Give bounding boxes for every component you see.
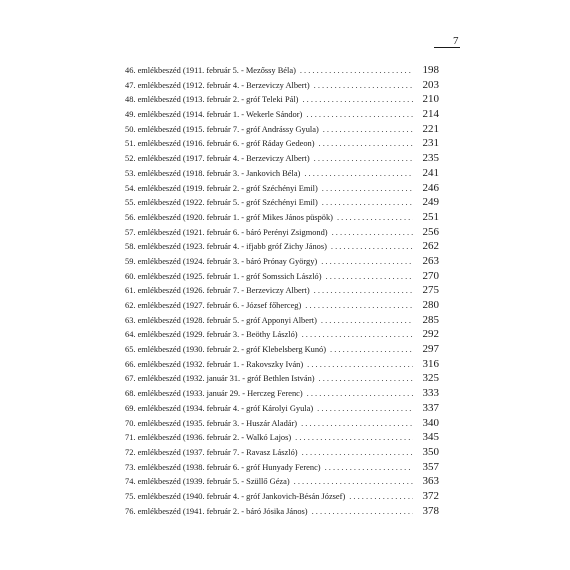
- toc-entry: [125, 490, 439, 505]
- toc-entry-page: 350: [422, 445, 439, 458]
- toc-entry-page: 262: [422, 240, 439, 253]
- page-number-rule: [434, 47, 460, 48]
- toc-entry: [125, 64, 439, 79]
- toc-entry-label: 71. emlékbeszéd (1936. február 2. - Walkó Lajos): [125, 433, 292, 443]
- dot-leader: [300, 66, 413, 75]
- toc-entry-label: 76. emlékbeszéd (1941. február 2. - báró Jósika János): [125, 506, 308, 516]
- toc-entry-page: 249: [422, 196, 439, 209]
- toc-entry-page: 203: [422, 78, 439, 91]
- dot-leader: [322, 198, 413, 207]
- toc-entry-label: 52. emlékbeszéd (1917. február 4. - Berzeviczy Albert): [125, 154, 310, 164]
- toc-entry: [125, 505, 439, 520]
- toc-entry-label: 49. emlékbeszéd (1914. február 1. - Wekerle Sándor): [125, 110, 303, 120]
- dot-leader: [314, 286, 413, 295]
- toc-entry: [125, 402, 439, 417]
- toc-entry-label: 47. emlékbeszéd (1912. február 4. - Berzeviczy Albert): [125, 80, 310, 90]
- toc-entry: [125, 299, 439, 314]
- dot-leader: [317, 404, 413, 413]
- dot-leader: [314, 154, 413, 163]
- dot-leader: [302, 95, 413, 104]
- toc-entry-label: 48. emlékbeszéd (1913. február 2. - gróf Teleki Pál): [125, 95, 299, 105]
- toc-entry-page: 292: [422, 328, 439, 341]
- toc-entry-page: 285: [422, 313, 439, 326]
- toc-entry-label: 50. emlékbeszéd (1915. február 7. - gróf Andrássy Gyula): [125, 124, 319, 134]
- toc-entry-label: 53. emlékbeszéd (1918. február 3. - Jankovich Béla): [125, 168, 301, 178]
- toc-entry: [125, 417, 439, 432]
- toc-entry-label: 56. emlékbeszéd (1920. február 1. - gróf Mikes János püspök): [125, 212, 333, 222]
- toc-entry-page: 231: [422, 137, 439, 150]
- toc-entry: [125, 358, 439, 373]
- toc-entry-label: 51. emlékbeszéd (1916. február 6. - gróf Ráday Gedeon): [125, 139, 315, 149]
- toc-entry-page: 221: [422, 122, 439, 135]
- toc-entry-page: 340: [422, 416, 439, 429]
- toc-entry: [125, 475, 439, 490]
- toc-entry: [125, 284, 439, 299]
- toc-entry-page: 270: [422, 269, 439, 282]
- toc-entry-page: 251: [422, 210, 439, 223]
- toc-entry-page: 325: [422, 372, 439, 385]
- toc-entry-label: 72. emlékbeszéd (1937. február 7. - Ravasz László): [125, 447, 298, 457]
- dot-leader: [294, 477, 413, 486]
- dot-leader: [305, 301, 413, 310]
- dot-leader: [307, 360, 413, 369]
- toc-entry: [125, 240, 439, 255]
- dot-leader: [295, 433, 413, 442]
- toc-entry-label: 74. emlékbeszéd (1939. február 5. - Szüllő Géza): [125, 477, 290, 487]
- toc-entry-page: 210: [422, 93, 439, 106]
- toc-entry-page: 297: [422, 343, 439, 356]
- dot-leader: [332, 228, 413, 237]
- toc-entry-page: 246: [422, 181, 439, 194]
- toc-entry: [125, 79, 439, 94]
- dot-leader: [302, 448, 413, 457]
- toc-entry-label: 59. emlékbeszéd (1924. február 3. - báró Prónay György): [125, 256, 318, 266]
- toc-entry-label: 60. emlékbeszéd (1925. február 1. - gróf Somssich László): [125, 271, 322, 281]
- dot-leader: [337, 213, 413, 222]
- toc-entry: [125, 328, 439, 343]
- toc-entry: [125, 182, 439, 197]
- toc-entry-label: 68. emlékbeszéd (1933. január 29. - Herczeg Ferenc): [125, 389, 303, 399]
- toc-entry: [125, 226, 439, 241]
- toc-entry-page: 235: [422, 152, 439, 165]
- toc-entry: [125, 108, 439, 123]
- toc-entry-page: 372: [422, 489, 439, 502]
- toc-entry: [125, 314, 439, 329]
- dot-leader: [331, 242, 413, 251]
- toc-entry-label: 58. emlékbeszéd (1923. február 4. - ifjabb gróf Zichy János): [125, 242, 327, 252]
- toc-entry-label: 69. emlékbeszéd (1934. február 4. - gróf Károlyi Gyula): [125, 403, 314, 413]
- toc-entry-label: 57. emlékbeszéd (1921. február 6. - báró Perényi Zsigmond): [125, 227, 328, 237]
- toc-entry: [125, 152, 439, 167]
- toc-entry-label: 67. emlékbeszéd (1932. január 31. - gróf Bethlen István): [125, 374, 315, 384]
- toc-entry-page: 280: [422, 299, 439, 311]
- toc-entry-page: 316: [422, 357, 439, 370]
- dot-leader: [323, 125, 413, 134]
- dot-leader: [322, 184, 413, 193]
- toc-entry-label: 46. emlékbeszéd (1911. február 5. - Mezőssy Béla): [125, 66, 296, 75]
- dot-leader: [306, 110, 413, 119]
- toc-entry-page: 214: [422, 108, 439, 121]
- dot-leader: [307, 389, 413, 398]
- table-of-contents: [125, 64, 439, 519]
- toc-entry: [125, 167, 439, 182]
- toc-entry: [125, 343, 439, 358]
- toc-entry-label: 66. emlékbeszéd (1932. február 1. - Rakovszky Iván): [125, 359, 304, 369]
- page-number: 7: [453, 35, 459, 47]
- toc-entry: [125, 431, 439, 446]
- toc-entry-label: 65. emlékbeszéd (1930. február 2. - gróf Klebelsberg Kunó): [125, 345, 327, 355]
- toc-entry: [125, 137, 439, 152]
- toc-entry: [125, 387, 439, 402]
- toc-entry-label: 70. emlékbeszéd (1935. február 3. - Huszár Aladár): [125, 418, 298, 428]
- toc-entry-label: 73. emlékbeszéd (1938. február 6. - gróf Hunyady Ferenc): [125, 462, 321, 472]
- toc-entry-page: 275: [422, 284, 439, 297]
- toc-entry-page: 263: [422, 254, 439, 267]
- toc-entry: [125, 255, 439, 270]
- dot-leader: [326, 272, 413, 281]
- toc-entry-page: 241: [422, 166, 439, 179]
- toc-entry: [125, 446, 439, 461]
- toc-entry-label: 54. emlékbeszéd (1919. február 2. - gróf Széchényi Emil): [125, 183, 318, 193]
- toc-entry: [125, 372, 439, 387]
- dot-leader: [319, 374, 413, 383]
- dot-leader: [321, 316, 413, 325]
- dot-leader: [330, 345, 413, 354]
- toc-entry: [125, 123, 439, 138]
- dot-leader: [304, 169, 413, 178]
- dot-leader: [302, 330, 413, 339]
- dot-leader: [314, 81, 413, 90]
- toc-entry-page: 333: [422, 387, 439, 400]
- toc-entry-page: 198: [422, 64, 439, 76]
- toc-entry-page: 256: [422, 225, 439, 238]
- toc-entry: [125, 93, 439, 108]
- dot-leader: [312, 507, 413, 516]
- toc-entry: [125, 461, 439, 476]
- dot-leader: [301, 419, 413, 428]
- toc-entry-label: 63. emlékbeszéd (1928. február 5. - gróf Apponyi Albert): [125, 315, 317, 325]
- toc-entry: [125, 211, 439, 226]
- dot-leader: [321, 257, 413, 266]
- toc-entry-label: 62. emlékbeszéd (1927. február 6. - József főherceg): [125, 301, 302, 310]
- dot-leader: [325, 463, 413, 472]
- dot-leader: [349, 492, 413, 501]
- toc-entry-page: 337: [422, 401, 439, 414]
- toc-entry-page: 357: [422, 460, 439, 473]
- toc-entry-page: 378: [422, 504, 439, 517]
- toc-entry-label: 61. emlékbeszéd (1926. február 7. - Berzeviczy Albert): [125, 286, 310, 296]
- toc-entry: [125, 270, 439, 285]
- toc-entry-label: 64. emlékbeszéd (1929. február 3. - Beöthy László): [125, 330, 298, 340]
- dot-leader: [319, 139, 413, 148]
- toc-entry: [125, 196, 439, 211]
- toc-entry-page: 363: [422, 475, 439, 488]
- toc-entry-label: 75. emlékbeszéd (1940. február 4. - gróf Jankovich-Bésán József): [125, 491, 346, 501]
- toc-entry-page: 345: [422, 431, 439, 444]
- toc-entry-label: 55. emlékbeszéd (1922. február 5. - gróf Széchényi Emil): [125, 198, 318, 208]
